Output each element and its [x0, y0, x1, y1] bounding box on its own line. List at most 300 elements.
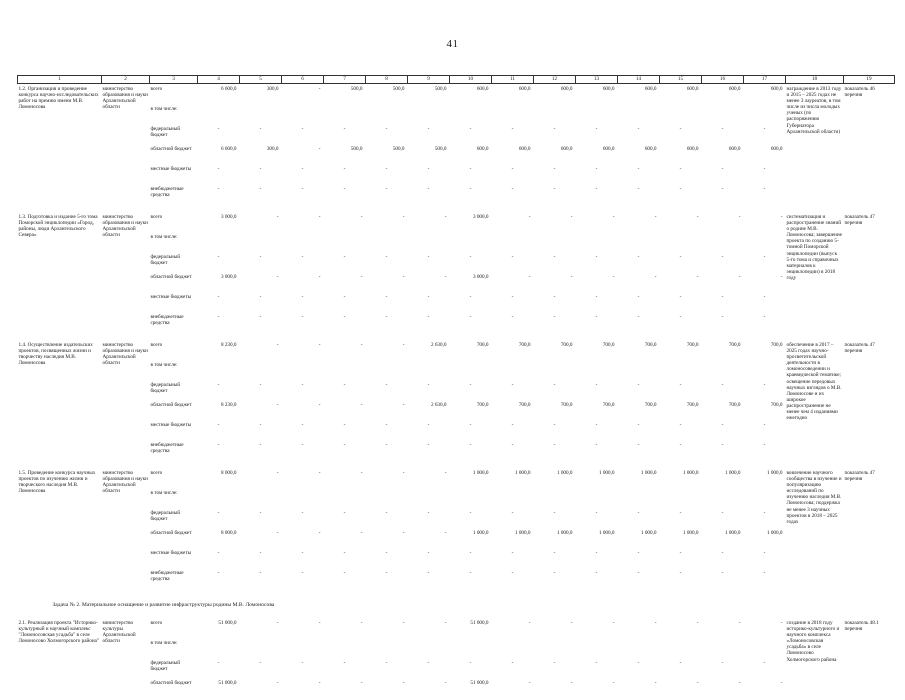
amount-cell: - [385, 186, 388, 192]
column-number: 7 [324, 76, 366, 84]
amount-cell: 1 000,0 [640, 470, 657, 476]
table-row [18, 468, 895, 490]
amount-cell: - [637, 314, 640, 320]
amount-cell: 500,0 [350, 86, 363, 92]
amount-cell [660, 234, 702, 254]
amount-cell: - [553, 126, 556, 132]
amount-cell: - [679, 422, 682, 428]
amount-cell [660, 490, 702, 510]
amount-cell [324, 362, 366, 382]
amount-cell: - [301, 186, 304, 192]
amount-cell: 600,0 [518, 86, 531, 92]
amount-cell: - [511, 314, 514, 320]
amount-cell [702, 234, 744, 254]
amount-cell: - [637, 422, 640, 428]
amount-cell [702, 490, 744, 510]
column-number: 14 [618, 76, 660, 84]
amount-cell: 600,0 [602, 146, 615, 152]
amount-cell: - [780, 680, 783, 686]
column-number: 18 [786, 76, 844, 84]
amount-cell: - [385, 550, 388, 556]
indicator: показатель 48.1 перечня [844, 620, 879, 633]
table-row [18, 490, 895, 510]
amount-cell: 700,0 [686, 342, 699, 348]
column-number: 5 [240, 76, 282, 84]
amount-cell [702, 362, 744, 382]
indicator: показатель 47 перечня [844, 470, 875, 483]
amount-cell [534, 362, 576, 382]
amount-cell: - [444, 274, 447, 280]
amount-cell: - [217, 166, 220, 172]
amount-cell: - [343, 126, 346, 132]
amount-cell: - [553, 166, 556, 172]
table-row [18, 340, 895, 362]
amount-cell: 300,0 [266, 86, 279, 92]
amount-cell: - [402, 470, 405, 476]
amount-cell: - [763, 510, 766, 516]
amount-cell: - [721, 442, 724, 448]
column-number: 2 [102, 76, 150, 84]
funding-source: в том числе: [150, 640, 178, 646]
amount-cell: - [763, 314, 766, 320]
amount-cell: - [427, 550, 430, 556]
amount-cell: - [595, 422, 598, 428]
amount-cell: - [402, 530, 405, 536]
amount-cell: - [595, 294, 598, 300]
column-number: 19 [844, 76, 895, 84]
amount-cell: 1 000,0 [472, 470, 489, 476]
amount-cell: 600,0 [770, 86, 783, 92]
amount-cell: 500,0 [434, 86, 447, 92]
amount-cell: - [427, 570, 430, 576]
amount-cell [744, 234, 786, 254]
amount-cell: - [301, 510, 304, 516]
amount-cell: 600,0 [686, 86, 699, 92]
amount-cell: - [595, 126, 598, 132]
amount-cell: - [259, 314, 262, 320]
amount-cell: - [444, 680, 447, 686]
amount-cell: 700,0 [476, 402, 489, 408]
column-number: 6 [282, 76, 324, 84]
amount-cell: - [469, 442, 472, 448]
amount-cell: - [553, 294, 556, 300]
amount-cell: - [763, 254, 766, 260]
amount-cell: - [301, 422, 304, 428]
amount-cell: 1 000,0 [766, 530, 783, 536]
amount-cell: - [385, 126, 388, 132]
amount-cell: - [427, 510, 430, 516]
amount-cell: 1 000,0 [472, 530, 489, 536]
amount-cell: - [217, 422, 220, 428]
funding-source: областной бюджет [150, 274, 192, 280]
amount-cell: 700,0 [476, 342, 489, 348]
amount-cell: - [511, 186, 514, 192]
amount-cell: - [721, 126, 724, 132]
amount-cell: - [511, 382, 514, 388]
amount-cell [618, 106, 660, 126]
amount-cell: - [679, 186, 682, 192]
amount-cell: - [360, 214, 363, 220]
amount-cell: - [360, 620, 363, 626]
funding-source: областной бюджет [150, 146, 192, 152]
amount-cell [702, 640, 744, 660]
amount-cell: 1 000,0 [682, 530, 699, 536]
amount-cell: 600,0 [560, 86, 573, 92]
amount-cell: - [276, 620, 279, 626]
table-row [18, 550, 895, 570]
amount-cell [576, 490, 618, 510]
amount-cell: - [385, 382, 388, 388]
funding-source: в том числе: [150, 234, 178, 240]
table-row [18, 382, 895, 402]
amount-cell [240, 640, 282, 660]
amount-cell: - [469, 660, 472, 666]
amount-cell: 700,0 [770, 342, 783, 348]
amount-cell: 8 230,0 [220, 342, 237, 348]
column-number: 1 [18, 76, 102, 84]
amount-cell: - [570, 680, 573, 686]
amount-cell: - [679, 550, 682, 556]
column-number: 9 [408, 76, 450, 84]
amount-cell [450, 640, 492, 660]
amount-cell: 600,0 [770, 146, 783, 152]
amount-cell: 700,0 [644, 402, 657, 408]
funding-source: федеральный бюджет [150, 126, 180, 139]
amount-cell: 2 630,0 [430, 402, 447, 408]
amount-cell: 2 630,0 [430, 342, 447, 348]
executor: министерство образования и науки Архангельской области [102, 86, 148, 111]
amount-cell: 600,0 [728, 86, 741, 92]
amount-cell: - [385, 660, 388, 666]
funding-source: в том числе: [150, 490, 178, 496]
amount-cell: - [444, 530, 447, 536]
funding-source: в том числе: [150, 106, 178, 112]
amount-cell: - [318, 402, 321, 408]
amount-cell: - [301, 254, 304, 260]
amount-cell: - [679, 166, 682, 172]
amount-cell: - [528, 214, 531, 220]
table-row [18, 254, 895, 274]
amount-cell: - [511, 126, 514, 132]
amount-cell: 700,0 [560, 402, 573, 408]
amount-cell: - [469, 126, 472, 132]
amount-cell: - [301, 660, 304, 666]
amount-cell: - [318, 274, 321, 280]
expected-result: создание в 2018 году историко-культурного и научного комплекса «Ломоносовская усадьба» в селе Ломоносово Холмогорского района [786, 620, 840, 663]
amount-cell: - [217, 382, 220, 388]
amount-cell [366, 234, 408, 254]
amount-cell: - [217, 314, 220, 320]
table-row [18, 530, 895, 550]
funding-source: местные бюджеты [150, 550, 192, 556]
amount-cell: - [259, 660, 262, 666]
table-row [18, 84, 895, 107]
amount-cell: 3 000,0 [472, 274, 489, 280]
funding-source: внебюджетные средства [150, 570, 184, 583]
expected-result: систематизация и распространение знаний о родине М.В. Ломоносова; завершение проекта по созданию 5-томной Поморской энциклопедии (выпуск 5-го тома и справочных материалов к энциклопедии) в 2018 году [786, 214, 842, 281]
amount-cell [408, 234, 450, 254]
measure-name: 1.4. Осуществление издательских проектов, посвященных жизни и творчеству наследия М.В. Ломоносова [18, 342, 93, 367]
amount-cell: - [259, 442, 262, 448]
table-row [18, 680, 895, 700]
expected-result: награждение в 2013 году и 2015 – 2025 годах не менее 3 лауреатов, в том числе из числа молодых ученых (по распоряжению Губернатора Архангельской области) [786, 86, 842, 135]
amount-cell: - [654, 680, 657, 686]
funding-source: местные бюджеты [150, 166, 192, 172]
amount-cell: - [469, 382, 472, 388]
funding-source: всего [150, 620, 163, 626]
program-table [17, 75, 895, 700]
table-row [18, 106, 895, 126]
amount-cell: - [385, 442, 388, 448]
amount-cell: - [385, 294, 388, 300]
amount-cell: - [318, 470, 321, 476]
amount-cell: - [301, 550, 304, 556]
amount-cell: - [469, 294, 472, 300]
amount-cell: - [637, 570, 640, 576]
amount-cell: - [763, 660, 766, 666]
amount-cell: 700,0 [560, 342, 573, 348]
funding-source: всего [150, 214, 163, 220]
amount-cell [576, 362, 618, 382]
amount-cell: - [469, 510, 472, 516]
amount-cell: - [637, 166, 640, 172]
executor: министерство культуры Архангельской области [102, 620, 136, 645]
amount-cell: - [511, 510, 514, 516]
amount-cell [366, 640, 408, 660]
executor: министерство образования и науки Архангельской области [102, 470, 148, 495]
amount-cell: - [343, 442, 346, 448]
amount-cell: - [679, 126, 682, 132]
amount-cell: - [637, 382, 640, 388]
amount-cell: - [679, 382, 682, 388]
amount-cell: 6 600,0 [220, 86, 237, 92]
amount-cell: - [385, 570, 388, 576]
amount-cell: - [276, 402, 279, 408]
amount-cell [198, 106, 240, 126]
amount-cell: - [511, 570, 514, 576]
amount-cell: - [217, 126, 220, 132]
amount-cell [660, 106, 702, 126]
amount-cell: 600,0 [518, 146, 531, 152]
amount-cell: - [259, 510, 262, 516]
amount-cell: 600,0 [644, 86, 657, 92]
amount-cell: - [217, 442, 220, 448]
amount-cell: 6 600,0 [220, 146, 237, 152]
amount-cell: - [259, 254, 262, 260]
amount-cell: - [637, 254, 640, 260]
amount-cell: - [385, 314, 388, 320]
amount-cell: - [276, 530, 279, 536]
amount-cell [534, 490, 576, 510]
amount-cell: 600,0 [476, 86, 489, 92]
amount-cell: 3 000,0 [220, 214, 237, 220]
amount-cell: - [259, 570, 262, 576]
funding-source: федеральный бюджет [150, 382, 180, 395]
amount-cell: 700,0 [686, 402, 699, 408]
amount-cell: - [595, 382, 598, 388]
table-row [18, 510, 895, 530]
amount-cell [240, 234, 282, 254]
amount-cell [618, 234, 660, 254]
table-row [18, 640, 895, 660]
amount-cell [324, 106, 366, 126]
amount-cell [618, 362, 660, 382]
amount-cell: - [612, 680, 615, 686]
amount-cell: - [553, 510, 556, 516]
amount-cell: - [637, 294, 640, 300]
measure-name: 2.1. Реализация проекта "Историко-культурный и научный комплекс "Ломоносовская усадьба" в селе Ломоносово Холмогорского района" [18, 620, 100, 645]
amount-cell: - [259, 126, 262, 132]
amount-cell: - [402, 274, 405, 280]
amount-cell: - [259, 382, 262, 388]
amount-cell: 1 000,0 [514, 530, 531, 536]
amount-cell [744, 490, 786, 510]
table-row [18, 294, 895, 314]
amount-cell: - [444, 470, 447, 476]
amount-cell: - [318, 530, 321, 536]
funding-source: внебюджетные средства [150, 442, 184, 455]
amount-cell: - [259, 186, 262, 192]
indicator: показатель 47 перечня [844, 342, 875, 355]
amount-cell: 8 000,0 [220, 530, 237, 536]
amount-cell: - [343, 314, 346, 320]
amount-cell: - [738, 680, 741, 686]
amount-cell: - [301, 570, 304, 576]
column-number: 15 [660, 76, 702, 84]
amount-cell: - [637, 510, 640, 516]
amount-cell: - [301, 382, 304, 388]
column-number: 8 [366, 76, 408, 84]
amount-cell: 700,0 [518, 342, 531, 348]
amount-cell: - [217, 660, 220, 666]
amount-cell: - [721, 314, 724, 320]
amount-cell: 51 000,0 [470, 620, 489, 626]
indicator: показатель 46 перечня [844, 86, 875, 99]
amount-cell: - [763, 166, 766, 172]
table-row [18, 362, 895, 382]
amount-cell [366, 106, 408, 126]
amount-cell: - [780, 214, 783, 220]
amount-cell: - [511, 166, 514, 172]
amount-cell: 1 000,0 [724, 470, 741, 476]
amount-cell: - [553, 254, 556, 260]
amount-cell [492, 234, 534, 254]
amount-cell: - [721, 570, 724, 576]
amount-cell [492, 490, 534, 510]
amount-cell: - [763, 186, 766, 192]
measure-name: 1.3. Подготовка и издание 5-го тома Поморской энциклопедии «Город, районы, люди Архангельского Севера» [18, 214, 98, 239]
amount-cell: - [469, 570, 472, 576]
amount-cell: - [721, 422, 724, 428]
amount-cell: 700,0 [728, 342, 741, 348]
amount-cell: - [738, 620, 741, 626]
amount-cell: - [738, 274, 741, 280]
amount-cell [618, 490, 660, 510]
amount-cell: - [276, 680, 279, 686]
amount-cell: - [721, 660, 724, 666]
table-row [18, 234, 895, 254]
table-row [18, 126, 895, 146]
amount-cell: - [217, 550, 220, 556]
amount-cell: - [679, 510, 682, 516]
amount-cell: - [612, 620, 615, 626]
amount-cell: - [637, 126, 640, 132]
amount-cell: - [343, 510, 346, 516]
table-row [18, 570, 895, 596]
amount-cell: - [427, 254, 430, 260]
amount-cell: - [427, 382, 430, 388]
amount-cell: - [528, 274, 531, 280]
amount-cell: 500,0 [392, 86, 405, 92]
amount-cell: 700,0 [602, 402, 615, 408]
amount-cell: - [343, 166, 346, 172]
amount-cell [240, 362, 282, 382]
amount-cell: 300,0 [266, 146, 279, 152]
amount-cell: - [276, 342, 279, 348]
funding-source: федеральный бюджет [150, 254, 180, 267]
amount-cell: - [276, 274, 279, 280]
amount-cell: - [385, 510, 388, 516]
amount-cell: 1 000,0 [766, 470, 783, 476]
amount-cell: - [217, 570, 220, 576]
amount-cell: - [318, 680, 321, 686]
amount-cell [534, 106, 576, 126]
table-row [18, 422, 895, 442]
amount-cell: - [553, 314, 556, 320]
amount-cell: - [637, 186, 640, 192]
amount-cell [366, 490, 408, 510]
amount-cell: - [511, 660, 514, 666]
amount-cell: - [721, 254, 724, 260]
amount-cell [324, 234, 366, 254]
amount-cell: 1 000,0 [556, 530, 573, 536]
column-number: 13 [576, 76, 618, 84]
amount-cell [744, 106, 786, 126]
amount-cell: - [679, 314, 682, 320]
amount-cell: - [528, 620, 531, 626]
amount-cell: - [402, 402, 405, 408]
indicator: показатель 47 перечня [844, 214, 875, 227]
amount-cell: - [259, 166, 262, 172]
amount-cell: - [444, 620, 447, 626]
amount-cell [450, 234, 492, 254]
amount-cell [282, 640, 324, 660]
amount-cell: 3 000,0 [220, 274, 237, 280]
amount-cell: - [511, 442, 514, 448]
amount-cell: 700,0 [644, 342, 657, 348]
amount-cell: - [469, 314, 472, 320]
page-number: 41 [446, 38, 459, 50]
amount-cell [744, 362, 786, 382]
amount-cell: - [679, 254, 682, 260]
amount-cell: 600,0 [602, 86, 615, 92]
amount-cell: - [360, 680, 363, 686]
amount-cell [366, 362, 408, 382]
amount-cell: - [595, 550, 598, 556]
amount-cell: - [570, 274, 573, 280]
amount-cell: - [553, 660, 556, 666]
column-number: 3 [150, 76, 198, 84]
amount-cell: - [318, 342, 321, 348]
amount-cell: - [259, 294, 262, 300]
amount-cell: - [301, 442, 304, 448]
expected-result: вовлечение научного сообщества в изучение и популяризацию исследований по изучению наследия М.В. Ломоносова; поддержка не менее 3 научных проектов в 2018 – 2025 годах [786, 470, 842, 525]
amount-cell [282, 490, 324, 510]
amount-cell: - [595, 660, 598, 666]
amount-cell: - [385, 254, 388, 260]
amount-cell: - [360, 274, 363, 280]
amount-cell: - [595, 442, 598, 448]
